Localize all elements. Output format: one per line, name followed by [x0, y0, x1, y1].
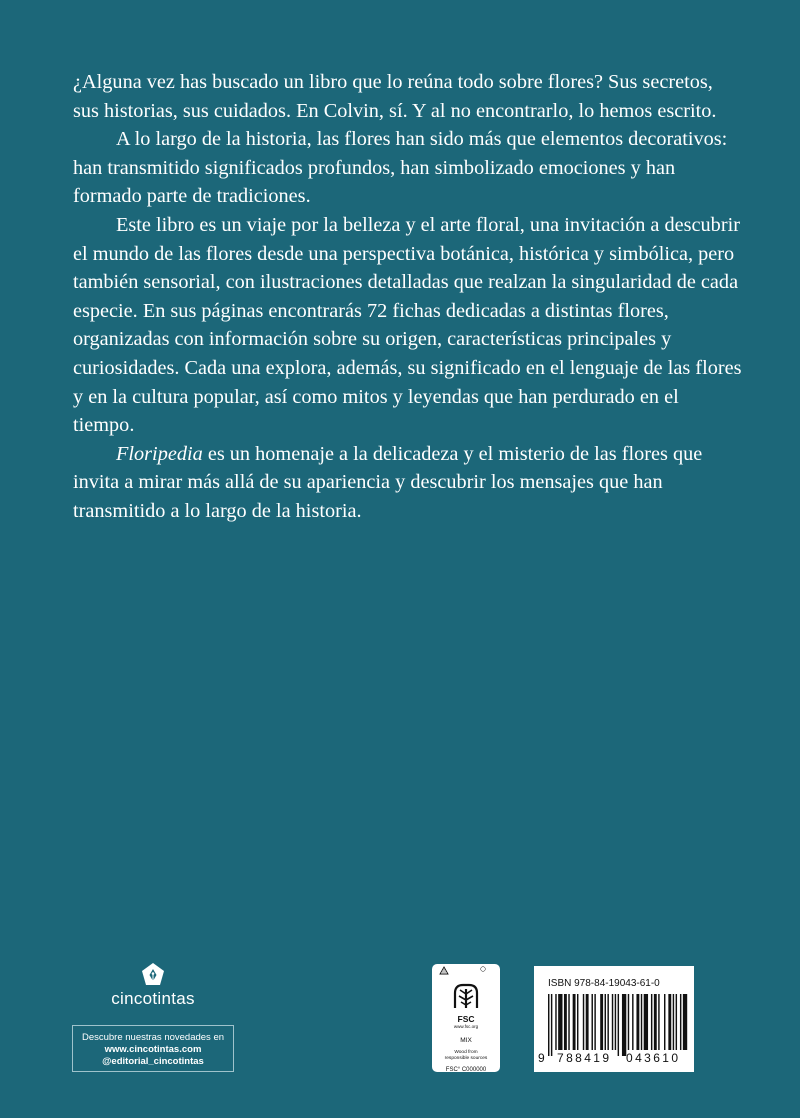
ean-right-digits: 043610	[626, 1051, 681, 1065]
barcode-bar	[644, 994, 648, 1050]
barcode-bar	[586, 994, 589, 1050]
pen-nib-icon	[141, 962, 165, 986]
barcode-bar	[605, 994, 606, 1050]
ean-left-digits: 788419	[557, 1051, 612, 1065]
isbn-number: ISBN 978-84-19043-61-0	[548, 978, 660, 989]
book-title: Floripedia	[116, 442, 203, 465]
barcode-bar	[654, 994, 657, 1050]
barcode-bar	[673, 994, 674, 1050]
fsc-desc-line2: responsible sources	[444, 1055, 488, 1061]
blurb-paragraph-4	[73, 440, 743, 526]
barcode-bar	[658, 994, 659, 1050]
barcode-bar	[680, 994, 681, 1050]
fsc-desc-line1: Wood from	[454, 1050, 478, 1055]
barcode-bar	[615, 994, 616, 1050]
publisher-handle[interactable]: @editorial_cincotintas	[102, 1056, 204, 1067]
barcode-bar	[641, 994, 642, 1050]
barcode-bar	[683, 994, 687, 1050]
barcode-bar	[676, 994, 677, 1050]
barcode-bar	[558, 994, 562, 1050]
isbn-barcode	[534, 966, 694, 1072]
barcode-bar	[636, 994, 639, 1050]
fsc-tree-icon	[447, 981, 485, 1011]
barcode-bar	[622, 994, 626, 1056]
fsc-mix: MIX	[460, 1037, 472, 1044]
blurb-paragraph-4-text: es un homenaje a la delicadeza y el misterio de las flores que invita a mirar más allá de su apariencia y descubrir los mensajes que han transmitido a lo largo de la historia.	[73, 442, 703, 522]
fsc-code: FSC° C000000	[445, 1067, 487, 1073]
back-cover-blurb	[73, 68, 743, 526]
barcode-bar	[664, 994, 665, 1050]
barcode-bar	[564, 994, 567, 1050]
barcode-bar	[628, 994, 629, 1050]
publisher-website[interactable]: www.cincotintas.com	[104, 1044, 202, 1055]
barcode-bar	[573, 994, 576, 1050]
fsc-description	[432, 1050, 500, 1061]
barcode-bars	[548, 994, 688, 1056]
barcode-bar	[600, 994, 603, 1050]
promo-box	[72, 1025, 234, 1072]
barcode-bar	[594, 994, 595, 1050]
blurb-paragraph-1: ¿Alguna vez has buscado un libro que lo reúna todo sobre flores? Sus secretos, sus historias, sus cuidados. En Colvin, sí. Y al no encontrarlo, lo hemos escrito.	[73, 71, 717, 122]
blurb-paragraph-3: Este libro es un viaje por la belleza y el arte floral, una invitación a descubrir el mundo de las flores desde una perspectiva botánica, histórica y simbólica, pero también sensorial, con ilustraciones detalladas que realzan la singularidad de cada especie. En sus páginas encontrarás 72 fichas dedicadas a distintas flores, organizadas con información sobre su origen, características principales y curiosidades. Cada una explora, además, su significado en el lenguaje de las flores y en la cultura popular, así como mitos y leyendas que han perdurado en el tiempo.	[73, 213, 742, 437]
barcode-bar	[577, 994, 578, 1050]
barcode-bar	[668, 994, 671, 1050]
fsc-url: www.fsc.org	[453, 1024, 479, 1029]
ean-first-digit: 9	[538, 1051, 545, 1065]
blurb-paragraph-2: A lo largo de la historia, las flores han sido más que elementos decorativos: han transmitido significados profundos, han simbolizado emociones y han formado parte de tradiciones.	[73, 128, 728, 208]
publisher-logo	[72, 962, 234, 1009]
barcode-bar	[568, 994, 569, 1050]
barcode-bar	[592, 994, 593, 1050]
barcode-bar	[583, 994, 584, 1050]
promo-line: Descubre nuestras novedades en	[81, 1032, 225, 1043]
barcode-bar	[651, 994, 652, 1050]
barcode-bar	[551, 994, 552, 1056]
barcode-bar	[548, 994, 549, 1056]
barcode-bar	[607, 994, 608, 1050]
fsc-label	[432, 964, 500, 1072]
barcode-bar	[618, 994, 619, 1056]
barcode-bar	[632, 994, 633, 1050]
barcode-bar	[612, 994, 613, 1050]
publisher-name: cincotintas	[111, 989, 195, 1008]
fsc-title: FSC	[457, 1014, 475, 1024]
barcode-bar	[555, 994, 556, 1050]
recycle-icon	[432, 964, 500, 982]
